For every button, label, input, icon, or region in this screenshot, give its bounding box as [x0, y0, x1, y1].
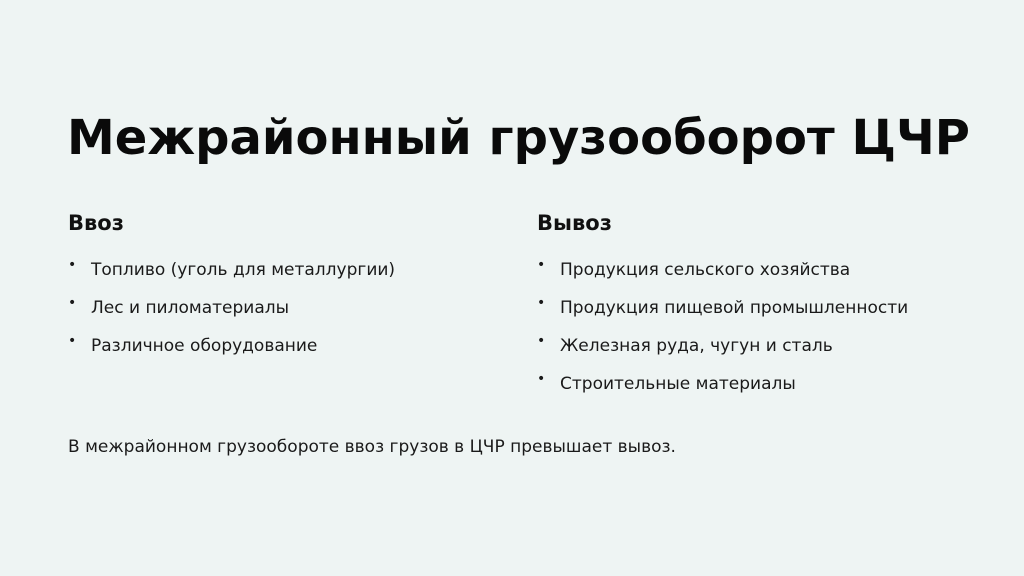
export-heading: Вывоз — [537, 211, 612, 235]
bullet-icon: • — [537, 371, 546, 387]
export-list — [537, 259, 1007, 395]
export-list-item — [537, 335, 1007, 357]
export-item-label: Железная руда, чугун и сталь — [560, 336, 833, 356]
export-item-label: Продукция пищевой промышленности — [560, 298, 909, 318]
bullet-icon: • — [68, 295, 77, 311]
export-list-item — [537, 259, 1007, 281]
bullet-icon: • — [68, 333, 77, 349]
import-list — [68, 259, 488, 357]
import-item-label: Топливо (уголь для металлургии) — [91, 260, 396, 280]
export-list-item — [537, 297, 1007, 319]
export-list-item — [537, 373, 1007, 395]
import-column — [68, 208, 488, 373]
slide-title: Межрайонный грузооборот ЦЧР — [67, 110, 970, 166]
export-item-label: Строительные материалы — [560, 374, 796, 394]
export-item-label: Продукция сельского хозяйства — [560, 260, 851, 280]
bullet-icon: • — [537, 295, 546, 311]
import-list-item — [68, 335, 488, 357]
bullet-icon: • — [68, 257, 77, 273]
bullet-icon: • — [537, 257, 546, 273]
import-list-item — [68, 297, 488, 319]
import-heading: Ввоз — [68, 211, 124, 235]
import-list-item — [68, 259, 488, 281]
import-item-label: Лес и пиломатериалы — [91, 298, 290, 318]
export-column — [537, 208, 1007, 411]
bullet-icon: • — [537, 333, 546, 349]
summary-text: В межрайонном грузообороте ввоз грузов в ЦЧР превышает вывоз. — [68, 437, 676, 457]
import-item-label: Различное оборудование — [91, 336, 318, 356]
